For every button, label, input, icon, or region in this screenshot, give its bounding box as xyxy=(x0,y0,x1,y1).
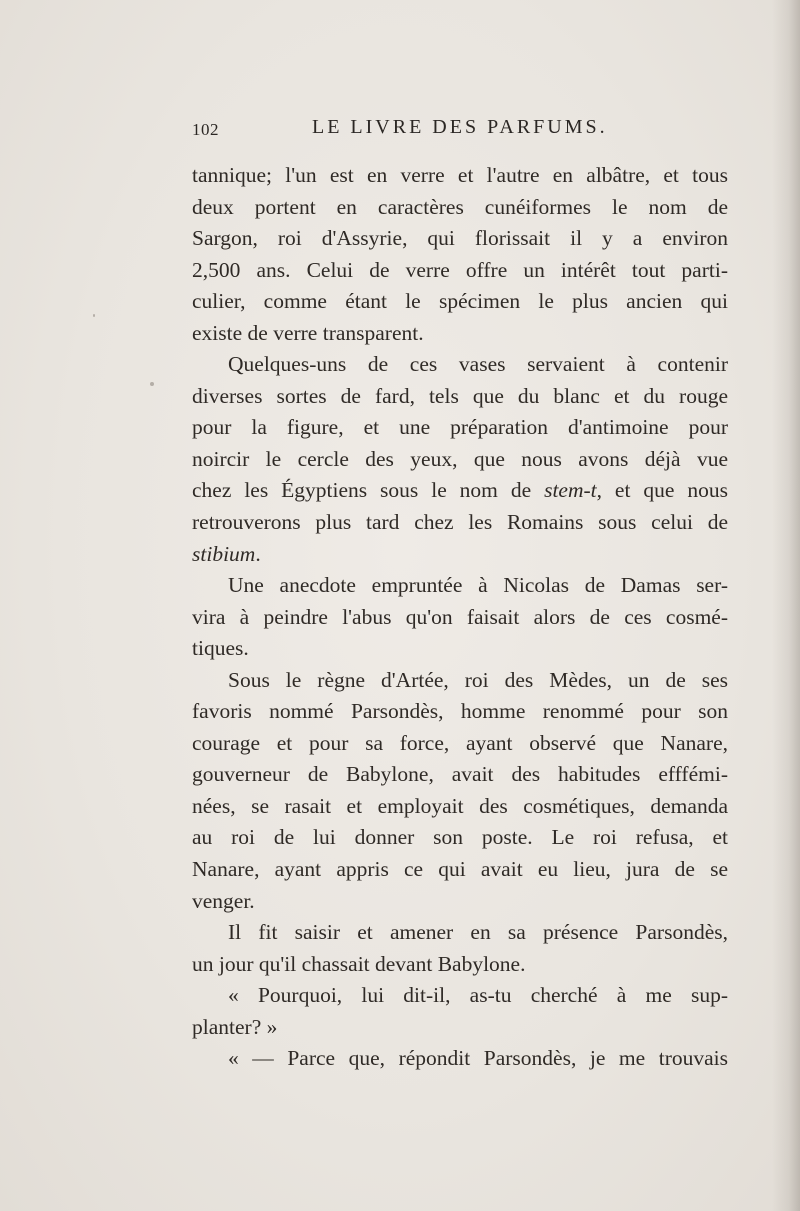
text-line: 2,500 ans. Celui de verre offre un intérêt tout parti- xyxy=(192,257,728,282)
paper-speck xyxy=(150,382,154,386)
page-edge-shadow xyxy=(772,0,800,1211)
text-line: stibium. xyxy=(192,541,261,566)
paragraph-start-line: Sous le règne d'Artée, roi des Mèdes, un de ses xyxy=(228,667,728,692)
text-line: au roi de lui donner son poste. Le roi refusa, et xyxy=(192,825,728,850)
text-line: deux portent en caractères cunéiformes le nom de xyxy=(192,194,728,219)
text-line: tannique; l'un est en verre et l'autre en albâtre, et tous xyxy=(192,163,728,187)
text-line: un jour qu'il chassait devant Babylone. xyxy=(192,951,526,976)
text-line: courage et pour sa force, ayant observé que Nanare, xyxy=(192,730,728,755)
text-line: existe de verre transparent. xyxy=(192,320,424,345)
text-line: tiques. xyxy=(192,636,249,661)
text-line: vira à peindre l'abus qu'on faisait alors de ces cosmé- xyxy=(192,604,728,629)
text-line: Nanare, ayant appris ce qui avait eu lieu, jura de se xyxy=(192,857,728,882)
text-line: favoris nommé Parsondès, homme renommé pour son xyxy=(192,699,728,724)
paragraph-start-line: « — Parce que, répondit Parsondès, je me trouvais xyxy=(228,1046,728,1071)
text-line: chez les Égyptiens sous le nom de stem-t, et que nous xyxy=(192,478,728,503)
text-line: diverses sortes de fard, tels que du blanc et du rouge xyxy=(192,383,728,408)
paragraph-start-line: Quelques-uns de ces vases servaient à contenir xyxy=(228,352,728,377)
running-title: LE LIVRE DES PARFUMS. xyxy=(312,116,608,138)
body-text xyxy=(192,160,728,1075)
paper-speck xyxy=(93,314,95,317)
text-line: venger. xyxy=(192,888,255,913)
paragraph-start-line: Il fit saisir et amener en sa présence Parsondès, xyxy=(228,920,728,945)
text-line: pour la figure, et une préparation d'antimoine pour xyxy=(192,415,728,440)
page-header xyxy=(192,116,727,148)
text-line: gouverneur de Babylone, avait des habitudes efffémi- xyxy=(192,762,728,787)
paragraph-start-line: Une anecdote empruntée à Nicolas de Damas ser- xyxy=(228,573,728,598)
italic-term: stibium xyxy=(192,541,256,566)
text-line: nées, se rasait et employait des cosmétiques, demanda xyxy=(192,793,728,818)
italic-term: stem-t xyxy=(544,478,597,503)
page-number: 102 xyxy=(192,120,219,139)
text-line: Sargon, roi d'Assyrie, qui florissait il y a environ xyxy=(192,226,728,251)
text-line: culier, comme étant le spécimen le plus ancien qui xyxy=(192,289,728,314)
text-line: noircir le cercle des yeux, que nous avons déjà vue xyxy=(192,446,728,471)
text-line: planter? » xyxy=(192,1014,278,1039)
text-line: retrouverons plus tard chez les Romains sous celui de xyxy=(192,510,728,535)
paragraph-start-line: « Pourquoi, lui dit-il, as-tu cherché à me sup- xyxy=(228,983,728,1008)
